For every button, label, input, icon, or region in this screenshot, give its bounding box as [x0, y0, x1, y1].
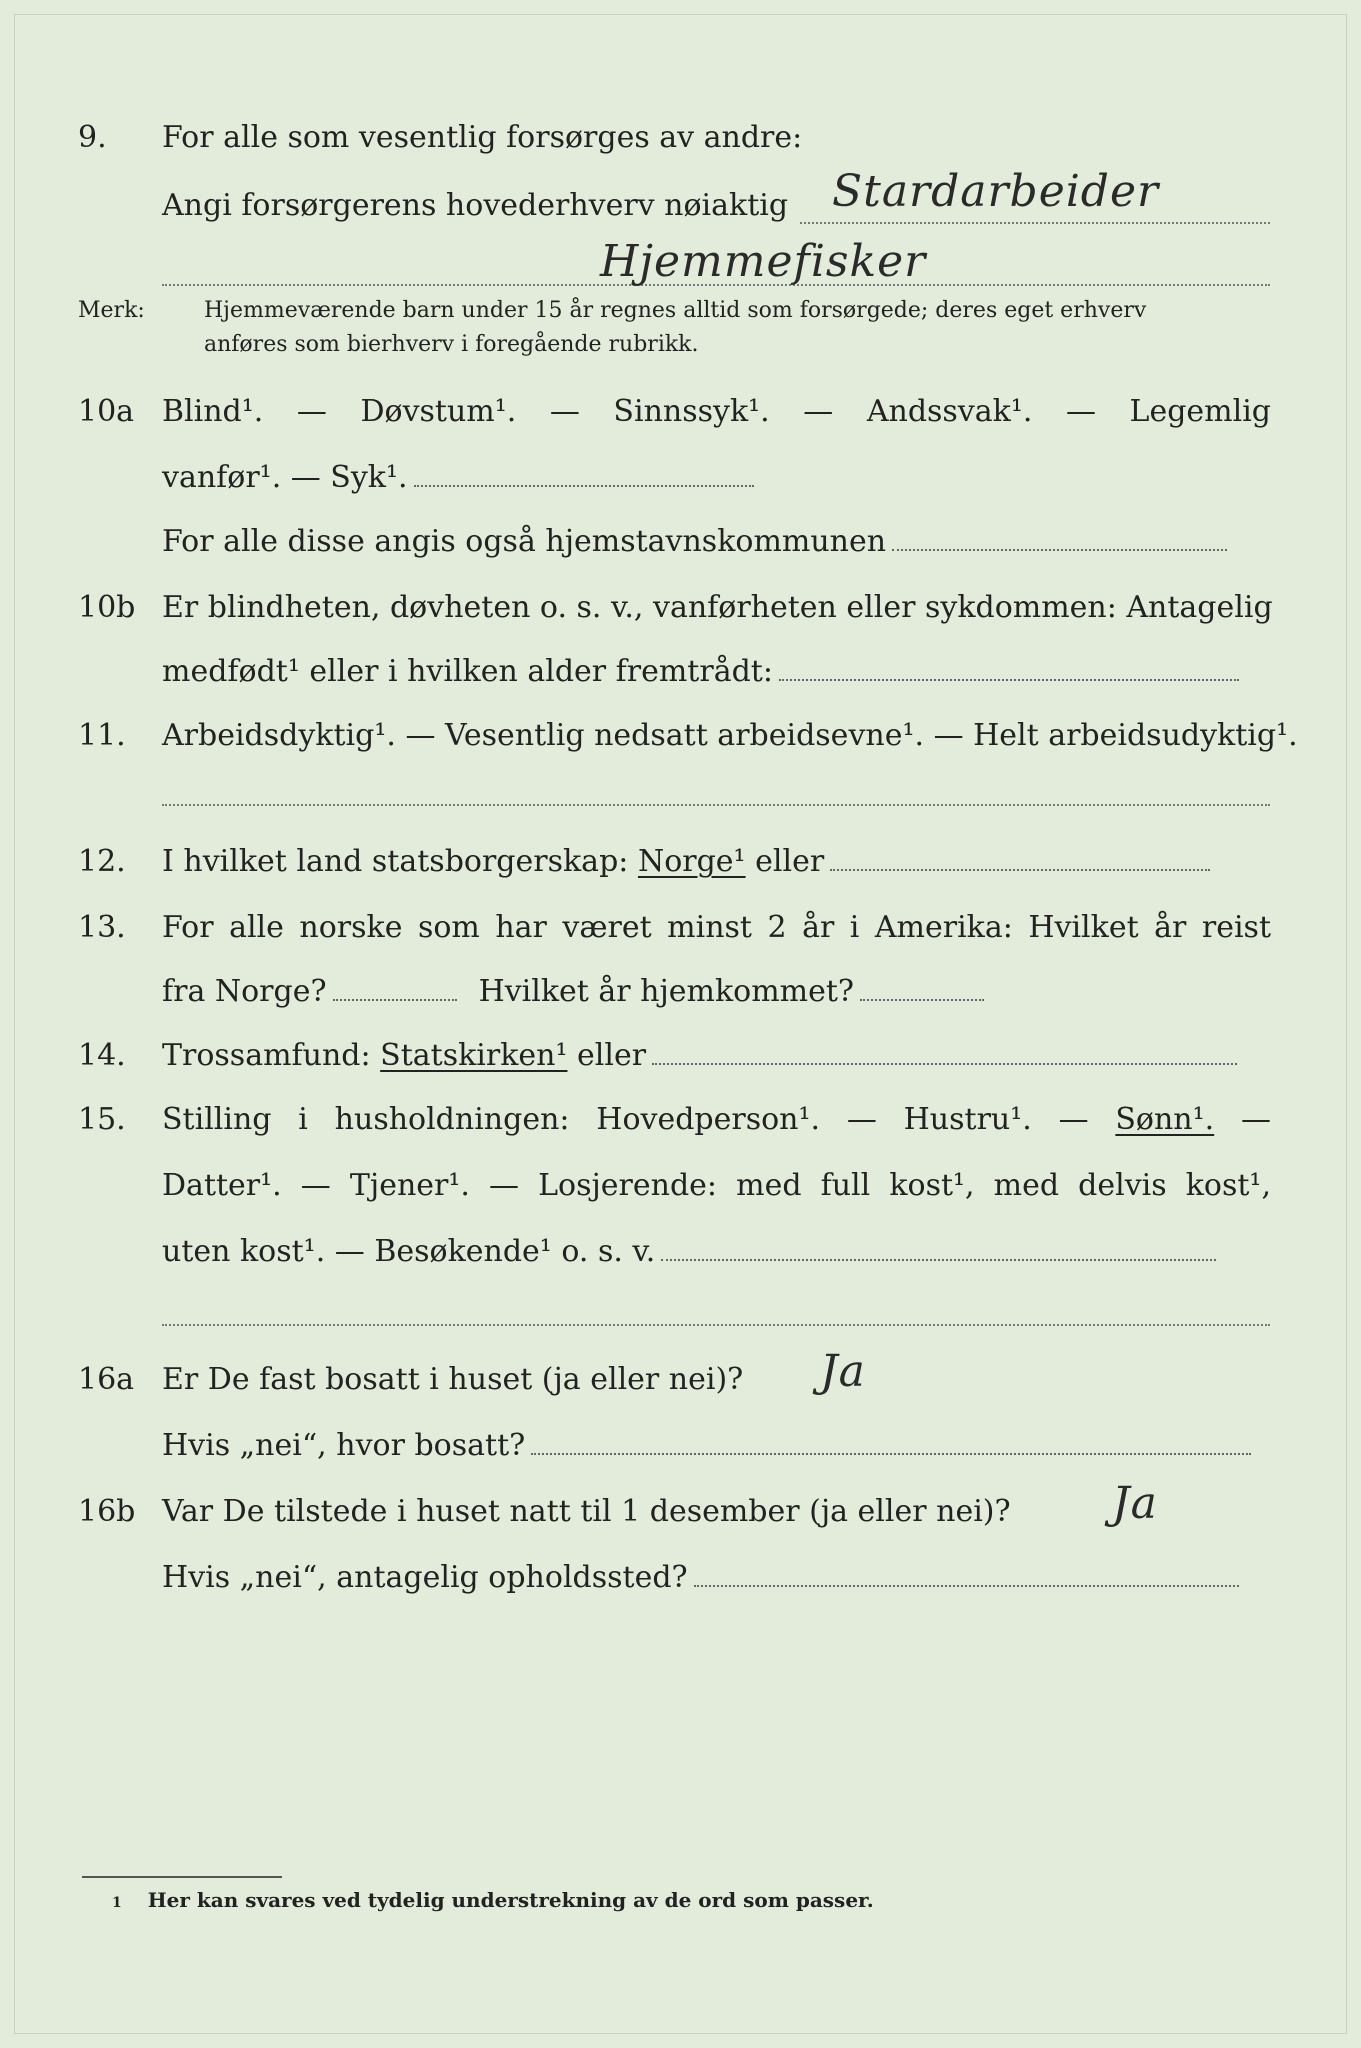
q10a-dotted-line	[414, 484, 754, 487]
q12-dotted-line	[830, 868, 1210, 871]
q15-text-3-label: uten kost¹. — Besøkende¹ o. s. v.	[162, 1234, 656, 1269]
q11-text-1: Arbeidsdyktig¹. — Vesentlig nedsatt arbeidsevne¹. — Helt arbeidsudyktig¹.	[162, 718, 1298, 753]
q16b-row-2	[0, 1558, 1361, 1612]
q16a-number: 16a	[78, 1362, 135, 1397]
footnote-mark: 1	[112, 1895, 122, 1911]
q13-reist-line	[333, 998, 457, 1001]
q15-text-1a: Stilling i husholdningen: Hovedperson¹. — Hustru¹. —	[162, 1102, 1089, 1137]
q12-row	[0, 842, 1361, 896]
q15-text-1b: —	[1241, 1102, 1271, 1137]
q10a-row-2	[0, 458, 1361, 512]
q9-number: 9.	[78, 120, 107, 155]
q9-handwritten-answer-1: Stardarbeider	[832, 166, 1160, 217]
q10b-row	[0, 588, 1361, 642]
q15-text-2: Datter¹. — Tjener¹. — Losjerende: med full kost¹, med delvis kost¹,	[162, 1168, 1271, 1203]
q13-row	[0, 908, 1361, 962]
q16b-dotted-line	[694, 1584, 1239, 1587]
q15-row-3	[0, 1232, 1361, 1286]
q13-reist-label: fra Norge?	[162, 974, 327, 1009]
q10a-row	[0, 392, 1361, 446]
footnote	[112, 1888, 874, 1912]
q16b-number: 16b	[78, 1494, 136, 1529]
q14-underlined-answer: Statskirken¹	[380, 1038, 568, 1073]
q15-dotted-line	[661, 1258, 1216, 1261]
q11-answer-line	[162, 804, 1270, 806]
q13-hjemkommet-line	[860, 998, 984, 1001]
q16a-dotted-line	[531, 1452, 1251, 1455]
q14-text	[162, 1036, 1271, 1076]
q12-question: I hvilket land statsborgerskap:	[162, 844, 629, 879]
q15-text-3	[162, 1232, 1271, 1272]
q14-question: Trossamfund:	[162, 1038, 371, 1073]
q15-row	[0, 1100, 1361, 1154]
q16a-row-2	[0, 1426, 1361, 1480]
q10a-text-3-label: For alle disse angis også hjemstavnskommunen	[162, 524, 887, 559]
q10a-text-2-label: vanfør¹. — Syk¹.	[162, 460, 408, 495]
q15-text-1	[162, 1100, 1271, 1140]
q12-number: 12.	[78, 844, 126, 879]
q10b-row-2	[0, 652, 1361, 706]
merk-label: Merk:	[78, 298, 145, 323]
q9-text-2: Angi forsørgerens hovederhverv nøiaktig	[162, 188, 789, 223]
q14-dotted-line	[652, 1062, 1237, 1065]
q10a-text-1: Blind¹. — Døvstum¹. — Sinnssyk¹. — Andssvak¹. — Legemlig	[162, 394, 1271, 429]
q11-row	[0, 716, 1361, 770]
q15-underlined-answer: Sønn¹.	[1115, 1102, 1215, 1137]
merk-body	[204, 294, 1271, 362]
q13-text-1: For alle norske som har været minst 2 år i Amerika: Hvilket år reist	[162, 910, 1271, 945]
q10b-text-2-label: medfødt¹ eller i hvilken alder fremtrådt:	[162, 654, 773, 689]
q14-eller: eller	[577, 1038, 647, 1073]
q10a-row-3	[0, 522, 1361, 576]
footnote-rule	[82, 1876, 282, 1878]
q16b-text-2-label: Hvis „nei“, antagelig opholdssted?	[162, 1560, 688, 1595]
q10a-text-2	[162, 458, 1271, 498]
q9-answer-line-1	[800, 222, 1270, 224]
q10b-number: 10b	[78, 590, 136, 625]
q15-answer-line	[162, 1324, 1270, 1326]
q10a-number: 10a	[78, 394, 135, 429]
footnote-text: Her kan svares ved tydelig understrekning av de ord som passer.	[147, 1888, 874, 1912]
q16b-text-2	[162, 1558, 1271, 1598]
q16a-text-2-label: Hvis „nei“, hvor bosatt?	[162, 1428, 526, 1463]
q13-row-2	[0, 972, 1361, 1026]
merk-line-1: Hjemmeværende barn under 15 år regnes alltid som forsørgede; deres eget erhverv	[204, 298, 1147, 323]
q14-number: 14.	[78, 1038, 126, 1073]
q10b-text-1: Er blindheten, døvheten o. s. v., vanførheten eller sykdommen: Antagelig	[162, 590, 1273, 625]
q14-row	[0, 1036, 1361, 1090]
q15-number: 15.	[78, 1102, 126, 1137]
merk-line-2: anføres som bierhverv i foregående rubrikk.	[204, 332, 699, 357]
q10a-hjemstavn-line	[892, 548, 1227, 551]
q13-number: 13.	[78, 910, 126, 945]
q13-hjemkommet-label: Hvilket år hjemkommet?	[478, 974, 855, 1009]
q9-row	[0, 118, 1361, 172]
q12-eller: eller	[755, 844, 825, 879]
q16b-text-1: Var De tilstede i huset natt til 1 desember (ja eller nei)?	[162, 1494, 1011, 1529]
q16a-handwritten-answer: Ja	[820, 1346, 866, 1397]
q16a-text-1: Er De fast bosatt i huset (ja eller nei)?	[162, 1362, 744, 1397]
q12-underlined-answer: Norge¹	[637, 844, 746, 879]
q16b-handwritten-answer: Ja	[1112, 1478, 1158, 1529]
q10b-dotted-line	[779, 678, 1239, 681]
q16a-text-2	[162, 1426, 1271, 1466]
q11-number: 11.	[78, 718, 126, 753]
q10b-text-2	[162, 652, 1271, 692]
q12-text	[162, 842, 1271, 882]
q13-text-2	[162, 972, 1271, 1012]
q9-text-1: For alle som vesentlig forsørges av andre:	[162, 120, 803, 155]
q16a-row	[0, 1360, 1361, 1414]
q10a-text-3	[162, 522, 1271, 562]
q15-row-2	[0, 1166, 1361, 1220]
q9-handwritten-answer-2: Hjemmefisker	[600, 236, 927, 287]
